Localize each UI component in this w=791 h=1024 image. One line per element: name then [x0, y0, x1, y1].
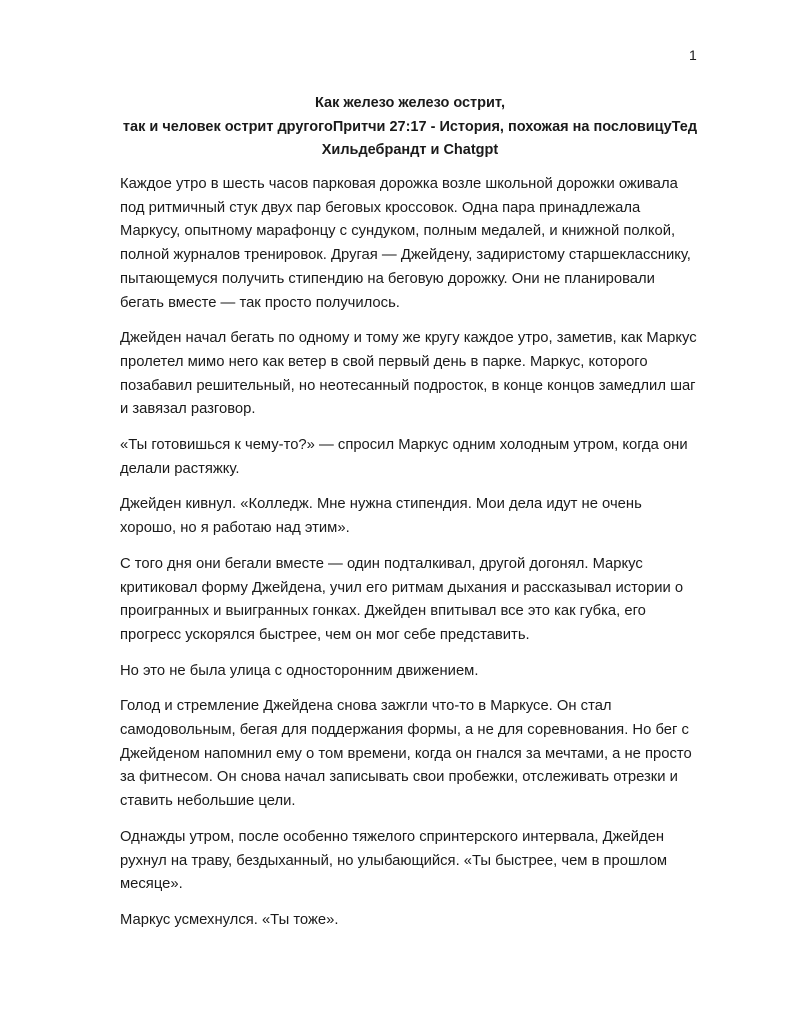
text-line: прогресс ускорялся быстрее, чем он мог себе представить. — [120, 626, 530, 643]
text-line: самодовольным, бегая для поддержания формы, а не для соревнования. Но бег с — [120, 722, 689, 739]
text-line: Маркус усмехнулся. «Ты тоже». — [120, 911, 339, 928]
page-number: 1 — [689, 47, 697, 63]
text-line: Джейден кивнул. «Колледж. Мне нужна стипендия. Мои дела идут не очень — [120, 496, 642, 513]
text-line: Маркусу, опытному марафонцу с сундуком, полным медалей, и книжной полкой, — [120, 223, 676, 240]
text-line: Но это не была улица с односторонним движением. — [120, 662, 479, 679]
paragraph — [120, 909, 710, 933]
document-title — [100, 92, 720, 163]
text-line: пролетел мимо него как ветер в свой первый день в парке. Маркус, которого — [120, 353, 648, 370]
text-line: и завязал разговор. — [120, 401, 256, 418]
paragraph — [120, 173, 710, 315]
paragraph — [120, 695, 710, 814]
title-line: так и человек острит другогоПритчи 27:17 - История, похожая на пословицуТед — [122, 118, 698, 135]
text-line: «Ты готовишься к чему-то?» — спросил Маркус одним холодным утром, когда они — [120, 437, 688, 454]
text-line: критиковал форму Джейдена, учил его ритмам дыхания и рассказывал истории о — [120, 579, 684, 596]
text-line: позабавил решительный, но неотесанный подросток, в конце концов замедлил шаг — [120, 377, 696, 394]
title-line: Как железо железо острит, — [315, 95, 505, 111]
text-line: делали растяжку. — [120, 460, 240, 477]
paragraph — [120, 434, 710, 481]
title-line: Хильдебрандт и Chatgpt — [321, 142, 499, 159]
paragraph — [120, 327, 710, 422]
text-line: полной журналов тренировок. Другая — Джейдену, задиристому старшекласснику, — [120, 247, 691, 264]
text-line: ставить небольшие цели. — [120, 793, 296, 810]
text-line: Каждое утро в шесть часов парковая дорожка возле школьной дорожки оживала — [120, 176, 678, 192]
paragraph — [120, 660, 710, 684]
paragraph — [120, 826, 710, 897]
text-line: Голод и стремление Джейдена снова зажгли что-то в Маркусе. Он стал — [120, 698, 612, 715]
text-line: месяце». — [120, 876, 183, 893]
text-line: Джейденом напомнил ему о том времени, когда он гнался за мечтами, а не просто — [120, 745, 692, 762]
paragraph — [120, 553, 710, 648]
text-line: проигранных и выигранных гонках. Джейден впитывал все это как губка, его — [120, 603, 646, 620]
text-line: С того дня они бегали вместе — один подталкивал, другой догонял. Маркус — [120, 555, 643, 572]
paragraph — [120, 493, 710, 540]
text-line: хорошо, но я работаю над этим». — [120, 520, 350, 537]
text-line: Джейден начал бегать по одному и тому же кругу каждое утро, заметив, как Маркус — [120, 330, 697, 347]
text-line: пытающемуся получить стипендию на беговую дорожку. Они не планировали — [120, 270, 655, 287]
text-line: рухнул на траву, бездыханный, но улыбающийся. «Ты быстрее, чем в прошлом — [120, 852, 668, 869]
text-line: под ритмичный стук двух пар беговых кроссовок. Одна пара принадлежала — [120, 199, 641, 216]
text-line: за фитнесом. Он снова начал записывать свои пробежки, отслеживать отрезки и — [120, 769, 678, 786]
document-body — [120, 173, 710, 945]
text-line: Однажды утром, после особенно тяжелого спринтерского интервала, Джейден — [120, 828, 665, 845]
text-line: бегать вместе — так просто получилось. — [120, 294, 400, 311]
